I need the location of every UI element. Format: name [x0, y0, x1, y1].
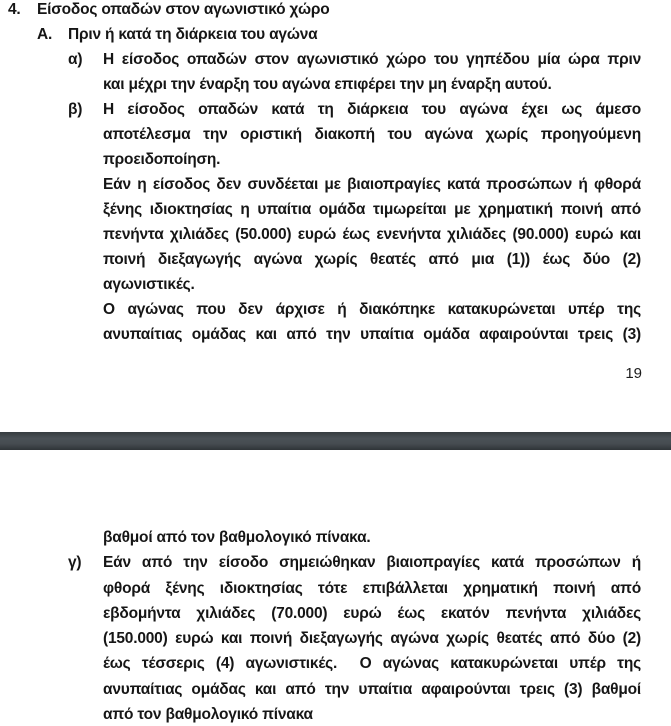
line-text: αγωνιστικές.: [103, 276, 195, 293]
line-text: προειδοποίηση.: [103, 151, 221, 168]
document-line: [0, 22, 671, 47]
line-text: (150.000) ευρώ και ποινή διεξαγωγής αγώνα χωρίς θεατές από δύο (2): [103, 630, 641, 648]
list-marker: β): [68, 101, 83, 118]
document-line: [0, 651, 671, 676]
document-line: [0, 222, 671, 247]
list-marker: 4.: [8, 1, 21, 18]
line-text: εβδομήντα χιλιάδες (70.000) ευρώ έως εκατόν πενήντα χιλιάδες: [103, 604, 641, 622]
document-line: [0, 147, 671, 172]
document-line: [0, 576, 671, 601]
list-marker: Α.: [37, 26, 53, 43]
line-text: Εάν η είσοδος δεν συνδέεται με βιαιοπραγίες κατά προσώπων ή φθορά: [103, 176, 641, 193]
document-line: [0, 601, 671, 626]
page-20-text: [0, 525, 671, 726]
line-text: Η είσοδος οπαδών στον αγωνιστικό χώρο του γηπέδου μία ώρα πριν: [103, 51, 641, 68]
line-text: Εάν από την είσοδο σημειώθηκαν βιαιοπραγίες κατά προσώπων ή: [103, 554, 641, 572]
line-text: ανυπαίτιας ομάδας και από την υπαίτια ομάδα αφαιρούνται τρεις (3): [103, 326, 641, 343]
document-line: [0, 525, 671, 550]
line-text: πενήντα χιλιάδες (50.000) ευρώ έως ενενήντα χιλιάδες (90.000) ευρώ και: [103, 226, 641, 243]
line-text: φθορά ξένης ιδιοκτησίας τότε επιβάλλεται χρηματική ποινή από: [103, 579, 641, 597]
line-text: ποινή διεξαγωγής αγώνα χωρίς θεατές από μια (1)) έως δύο (2): [103, 251, 641, 268]
line-text: αποτέλεσμα την οριστική διακοπή του αγώνα χωρίς προηγούμενη: [103, 126, 641, 143]
document-line: [0, 197, 671, 222]
document-line: [0, 297, 671, 322]
document-line: [0, 72, 671, 97]
document-line: [0, 677, 671, 702]
document-line: [0, 0, 671, 22]
document-line: [0, 122, 671, 147]
document-line: [0, 626, 671, 651]
line-text: Είσοδος οπαδών στον αγωνιστικό χώρο: [37, 1, 330, 18]
list-marker: γ): [68, 554, 82, 572]
page-19-text: [0, 0, 671, 347]
document-line: [0, 702, 671, 726]
page-number: 19: [625, 365, 642, 382]
line-text: Ο αγώνας που δεν άρχισε ή διακόπηκε κατακυρώνεται υπέρ της: [103, 301, 641, 318]
document-line: [0, 272, 671, 297]
line-text: Η είσοδος οπαδών κατά τη διάρκεια του αγώνα έχει ως άμεσο: [103, 101, 641, 118]
line-text: Πριν ή κατά τη διάρκεια του αγώνα: [68, 26, 318, 43]
document-line: [0, 322, 671, 347]
document-line: [0, 172, 671, 197]
document-line: [0, 47, 671, 72]
line-text: και μέχρι την έναρξη του αγώνα επιφέρει την μη έναρξη αυτού.: [103, 76, 552, 93]
page-separator: [0, 432, 671, 450]
line-text: ανυπαίτιας ομάδας και από την υπαίτια αφαιρούνται τρεις (3) βαθμοί: [103, 680, 641, 698]
document-line: [0, 247, 671, 272]
document-line: [0, 97, 671, 122]
line-text: από τον βαθμολογικό πίνακα: [103, 706, 313, 724]
list-marker: α): [68, 51, 83, 68]
line-text: έως τέσσερις (4) αγωνιστικές. Ο αγώνας κατακυρώνεται υπέρ της: [103, 655, 641, 673]
page-20-top: [0, 525, 671, 726]
document-line: [0, 550, 671, 575]
line-text: βαθμοί από τον βαθμολογικό πίνακα.: [103, 529, 371, 546]
line-text: ξένης ιδιοκτησίας η υπαίτια ομάδα τιμωρείται με χρηματική ποινή από: [103, 201, 641, 218]
